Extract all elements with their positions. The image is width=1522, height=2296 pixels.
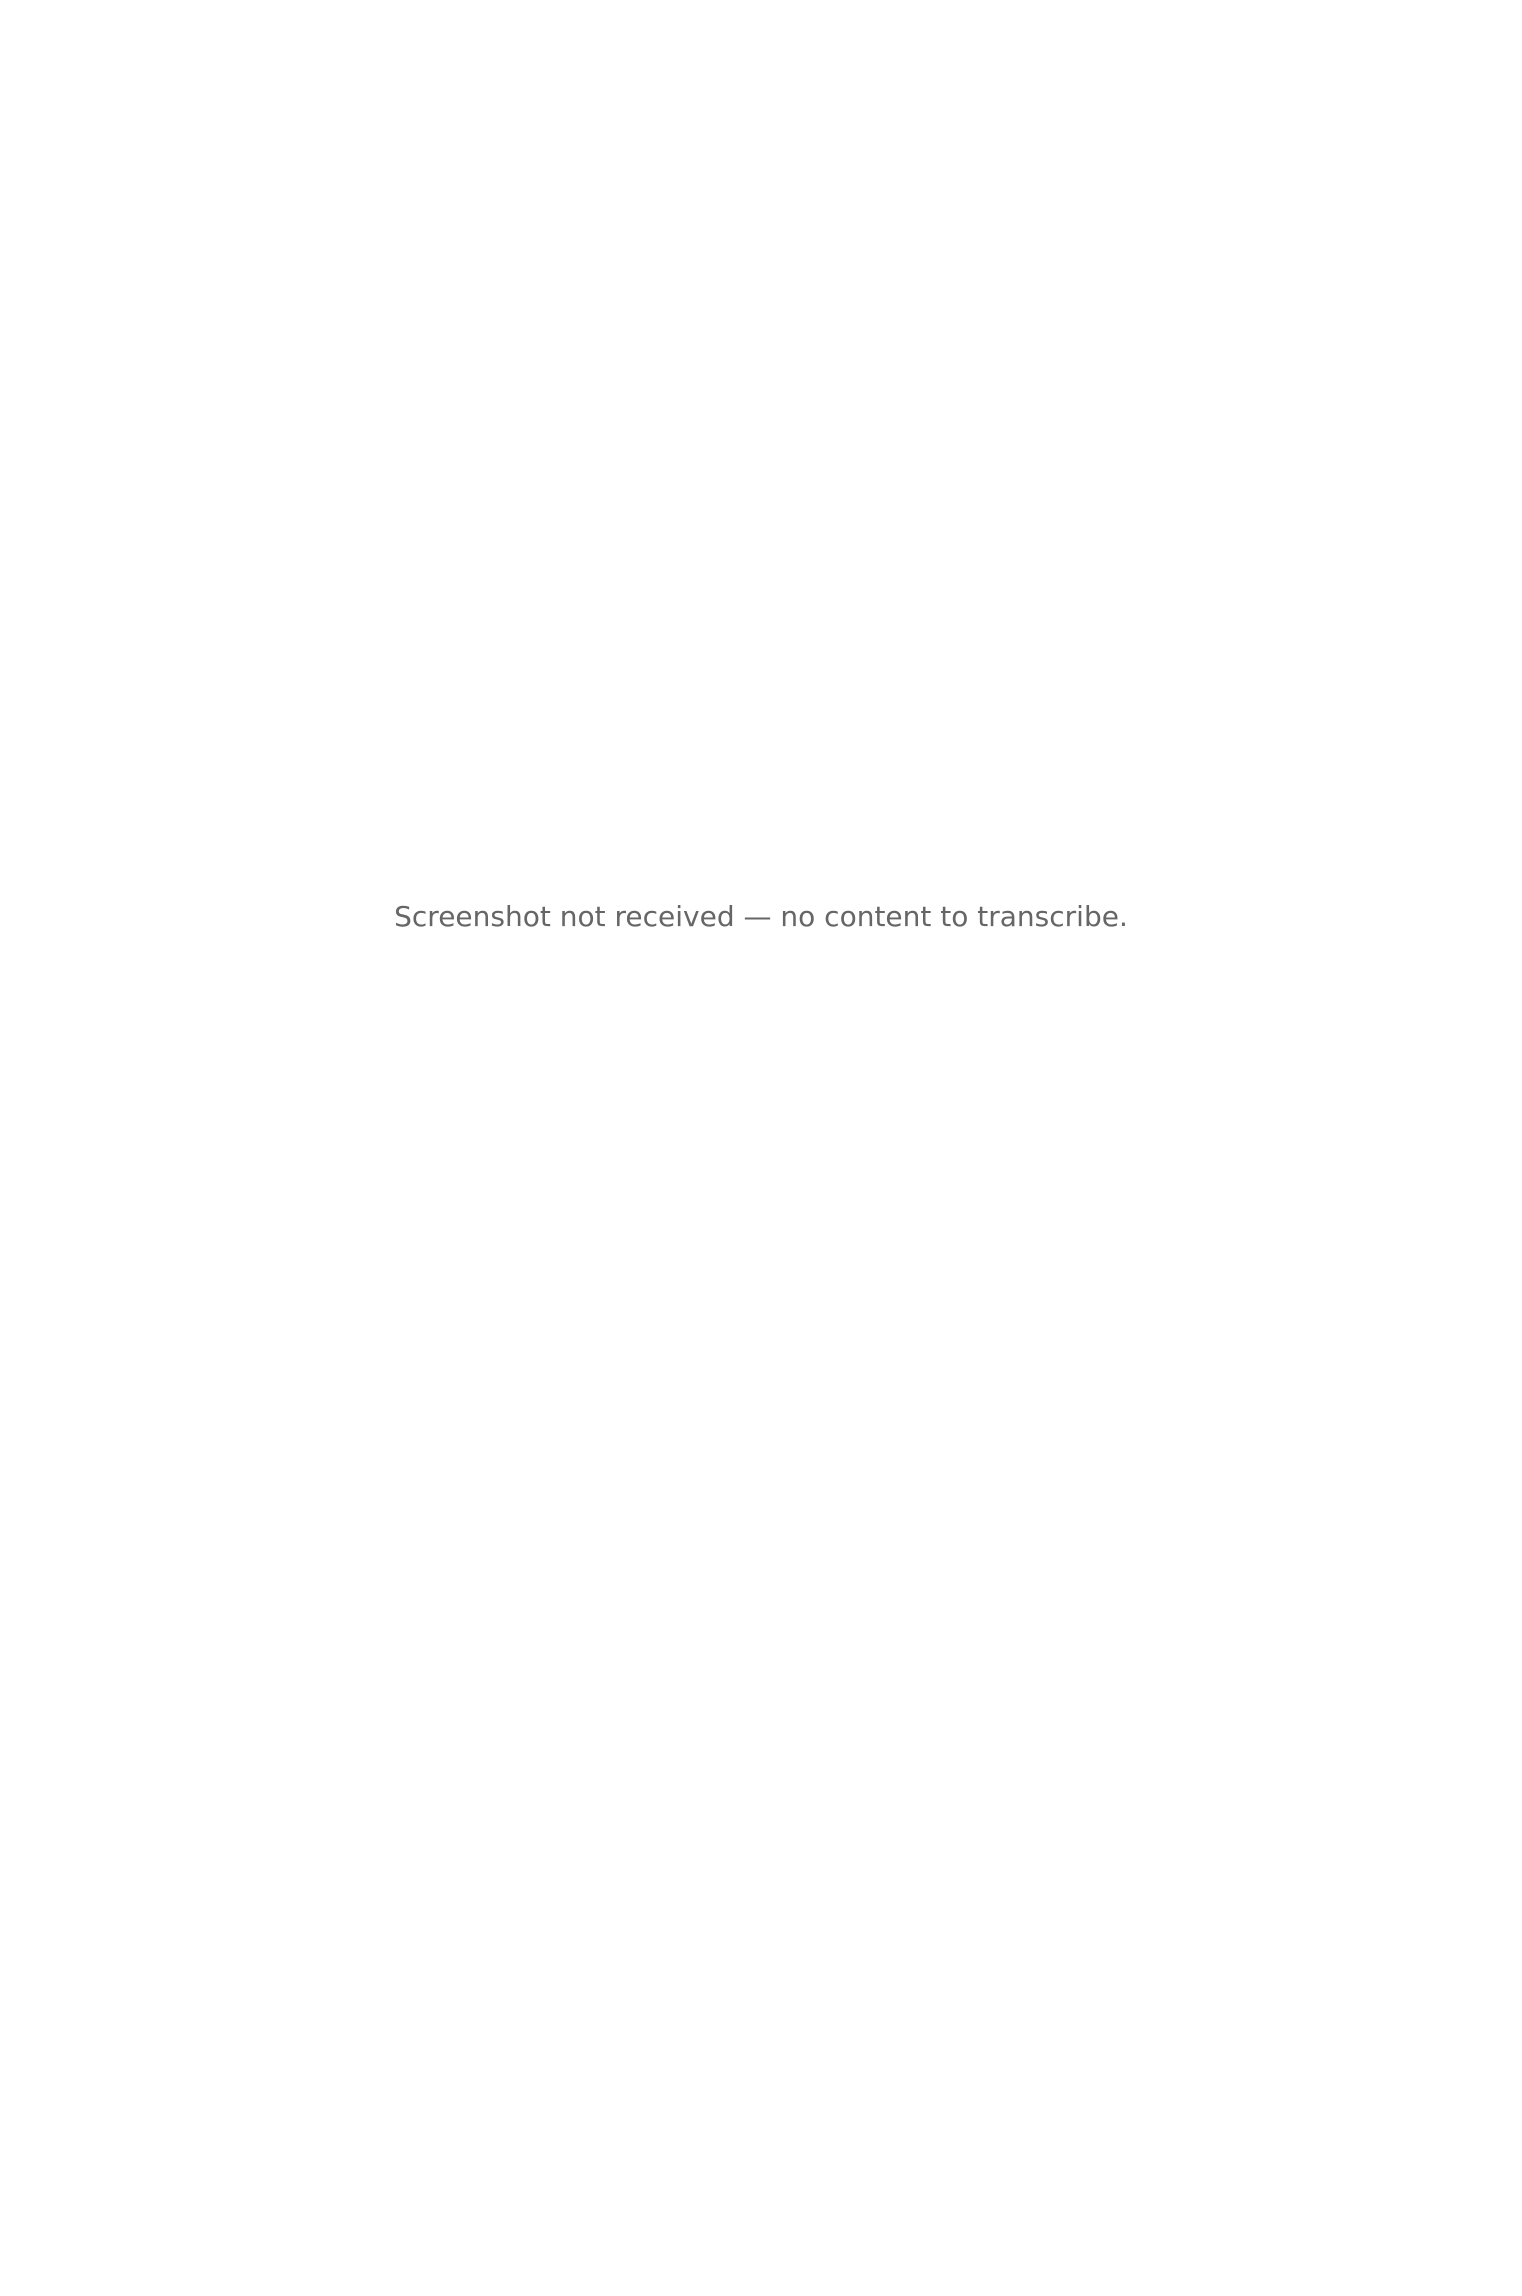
missing-image-notice: Screenshot not received — no content to transcribe. xyxy=(394,900,1128,933)
